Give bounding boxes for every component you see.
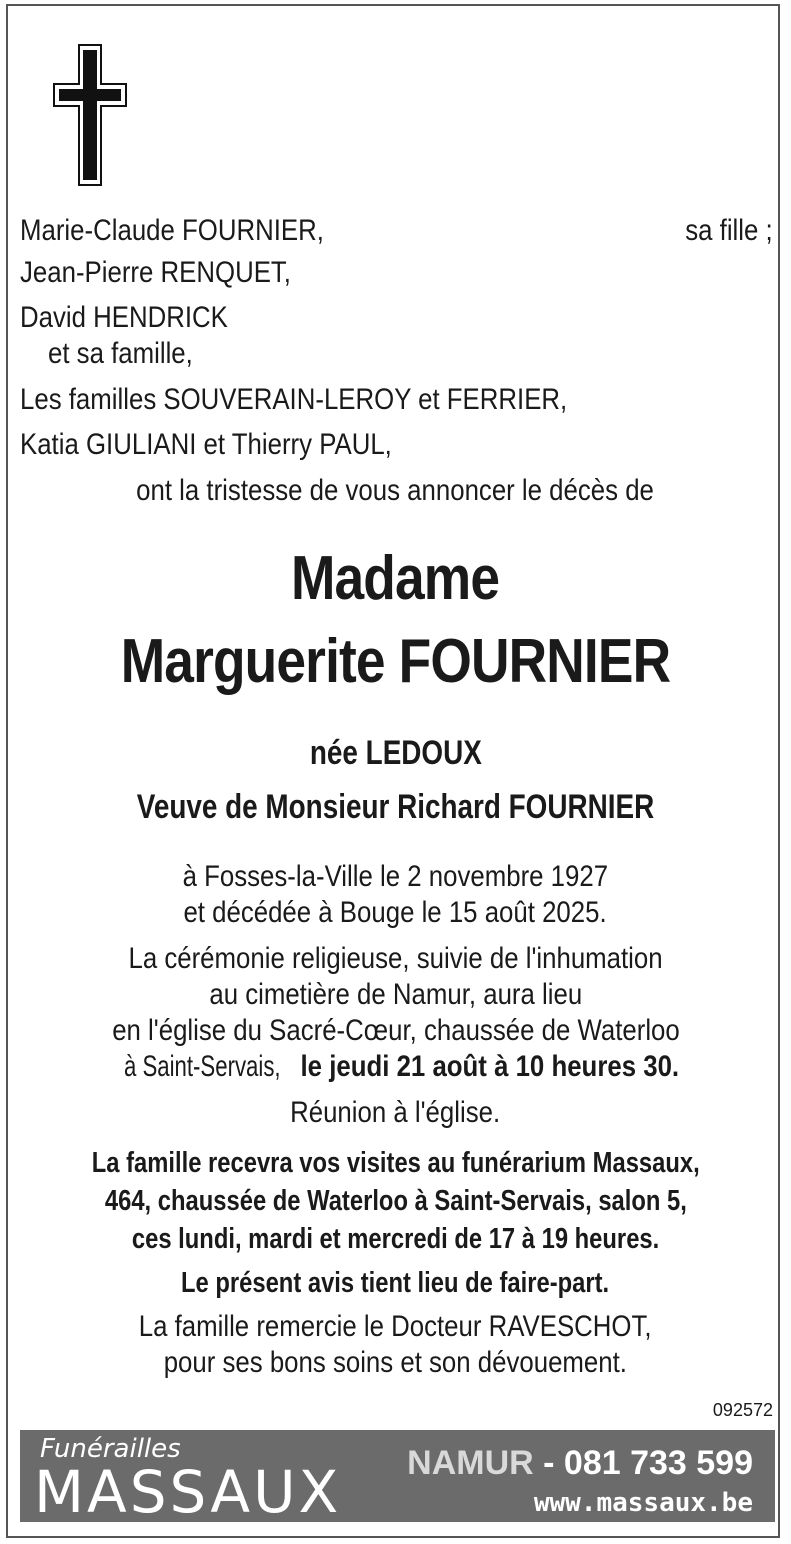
deceased-title: Madame <box>291 544 500 613</box>
visits-line: 464, chaussée de Waterloo à Saint-Servais, salon 5, <box>104 1185 687 1217</box>
banner-contact <box>407 1444 753 1483</box>
family-member: Jean-Pierre RENQUET, <box>20 256 291 289</box>
ceremony-line: en l'église du Sacré-Cœur, chaussée de Waterloo <box>111 1014 680 1047</box>
ceremony-line: à Saint-Servais, le jeudi 21 août à 10 heures 30. <box>124 1050 680 1083</box>
visits-line: La famille recevra vos visites au funérarium Massaux, <box>91 1147 700 1179</box>
notice: Le présent avis tient lieu de faire-part. <box>181 1267 610 1299</box>
family-member-daughter: Marie-Claude FOURNIER, <box>20 214 324 247</box>
funeral-home-banner <box>20 1430 775 1526</box>
ceremony-date: le jeudi 21 août à 10 heures 30. <box>300 1050 680 1083</box>
banner-funerailles: Funérailles <box>40 1434 181 1464</box>
death-info: et décédée à Bouge le 15 août 2025. <box>183 896 608 929</box>
thanks-line: pour ses bons soins et son dévouement. <box>163 1346 628 1379</box>
birth-info: à Fosses-la-Ville le 2 novembre 1927 <box>182 860 609 893</box>
deceased-name: Marguerite FOURNIER <box>120 627 671 696</box>
banner-company-logo: MASSAUX <box>34 1458 342 1526</box>
family-member: et sa famille, <box>48 337 193 370</box>
family-member: Katia GIULIANI et Thierry PAUL, <box>20 428 392 461</box>
announcement: ont la tristesse de vous annoncer le décès de <box>136 474 655 507</box>
banner-city: NAMUR <box>407 1444 534 1482</box>
ceremony-line: au cimetière de Namur, aura lieu <box>209 978 582 1011</box>
reference-number: 092572 <box>712 1400 773 1420</box>
reunion: Réunion à l'église. <box>290 1096 501 1129</box>
cross-icon <box>52 44 128 186</box>
banner-website: www.massaux.be <box>533 1488 753 1518</box>
visits-line: ces lundi, mardi et mercredi de 17 à 19 heures. <box>131 1223 660 1255</box>
banner-phone: 081 733 599 <box>563 1444 753 1482</box>
thanks-line: La famille remercie le Docteur RAVESCHOT, <box>139 1310 652 1343</box>
ceremony-line: La cérémonie religieuse, suivie de l'inhumation <box>128 942 663 975</box>
birth-name: née LEDOUX <box>309 734 482 772</box>
family-member: Les familles SOUVERAIN-LEROY et FERRIER, <box>20 383 568 416</box>
family-member: David HENDRICK <box>20 301 228 334</box>
banner-separator: - <box>543 1444 555 1482</box>
widow-of: Veuve de Monsieur Richard FOURNIER <box>136 788 655 826</box>
relation-daughter: sa fille ; <box>685 214 773 247</box>
